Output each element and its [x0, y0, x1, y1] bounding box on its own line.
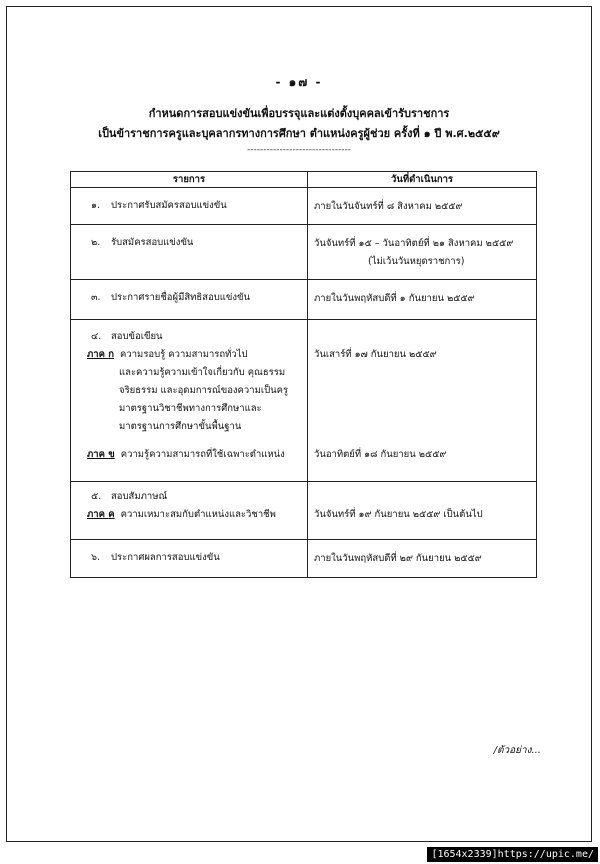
- part-b-text: ความรู้ความสามารถที่ใช้เฉพาะตำแหน่ง: [120, 449, 285, 460]
- table-row: [71, 320, 537, 482]
- title-divider: --------------------------------: [247, 145, 351, 155]
- row-date-text: ภายในวันพฤหัสบดีที่ ๒๙ กันยายน ๒๕๕๙: [314, 553, 482, 564]
- row-date-cell: [308, 225, 537, 280]
- header-date: วันที่ดำเนินการ: [308, 172, 537, 188]
- part-c-date: วันจันทร์ที่ ๑๙ กันยายน ๒๕๕๙ เป็นต้นไป: [314, 509, 483, 520]
- part-b-label: ภาค ข: [87, 449, 115, 460]
- row-number: ๔.: [91, 331, 102, 342]
- row-number: ๓.: [91, 292, 101, 303]
- row-date-text: วันจันทร์ที่ ๑๕ – วันอาทิตย์ที่ ๒๑ สิงหาคม ๒๕๕๙: [314, 238, 514, 249]
- row-item-cell: [71, 540, 308, 578]
- continuation-note: /ตัวอย่าง...: [493, 745, 541, 756]
- row-date-cell: [308, 482, 537, 540]
- part-a-line-2: และความรู้ความเข้าใจเกี่ยวกับ คุณธรรม: [119, 367, 286, 378]
- row-item-text: ประกาศผลการสอบแข่งขัน: [111, 552, 220, 563]
- part-a-label: ภาค ก: [87, 349, 115, 360]
- header-item: รายการ: [71, 172, 308, 188]
- table-row: [71, 540, 537, 578]
- row-date-text: ภายในวันจันทร์ที่ ๘ สิงหาคม ๒๕๕๙: [314, 201, 463, 212]
- part-a-line-1: ความรอบรู้ ความสามารถทั่วไป: [120, 349, 248, 360]
- row-item-text: ประกาศรายชื่อผู้มีสิทธิสอบแข่งขัน: [111, 292, 250, 303]
- source-watermark: [1654x2339]https://upic.me/: [427, 847, 598, 862]
- row-item-cell: [71, 482, 308, 540]
- row-number: ๖.: [91, 552, 101, 563]
- part-b-date: วันอาทิตย์ที่ ๑๘ กันยายน ๒๕๕๙: [314, 449, 447, 460]
- row-item-cell: [71, 320, 308, 482]
- table-row: [71, 225, 537, 280]
- row-date-note: (ไม่เว้นวันหยุดราชการ): [368, 256, 465, 267]
- row-item-text: สอบสัมภาษณ์: [111, 491, 168, 502]
- table-row: [71, 188, 537, 225]
- row-number: ๒.: [91, 237, 101, 248]
- row-item-cell: [71, 280, 308, 320]
- title-line-1: กำหนดการสอบแข่งขันเพื่อบรรจุและแต่งตั้งบุคคลเข้ารับราชการ: [148, 107, 450, 120]
- part-c-label: ภาค ค: [87, 509, 115, 520]
- row-item-text: ประกาศรับสมัครสอบแข่งขัน: [111, 200, 227, 211]
- row-number: ๕.: [91, 491, 102, 502]
- part-a-line-5: มาตรฐานการศึกษาขั้นพื้นฐาน: [119, 421, 242, 432]
- part-c-text: ความเหมาะสมกับตำแหน่งและวิชาชีพ: [120, 509, 276, 520]
- page-number: - ๑๗ -: [275, 75, 323, 89]
- table-row: [71, 482, 537, 540]
- row-item-cell: [71, 225, 308, 280]
- document-page: [6, 6, 592, 842]
- part-a-line-4: มาตรฐานวิชาชีพทางการศึกษาและ: [119, 403, 262, 414]
- row-date-text: ภายในวันพฤหัสบดีที่ ๑ กันยายน ๒๕๕๙: [314, 293, 475, 304]
- title-line-2: เป็นข้าราชการครูและบุคลากรทางการศึกษา ตำแหน่งครูผู้ช่วย ครั้งที่ ๑ ปี พ.ศ.๒๕๕๙: [98, 127, 500, 140]
- row-item-text: รับสมัครสอบแข่งขัน: [111, 237, 194, 248]
- row-date-cell: [308, 320, 537, 482]
- row-date-cell: [308, 280, 537, 320]
- table-header-row: [71, 172, 537, 188]
- row-date-cell: [308, 188, 537, 225]
- part-a-date: วันเสาร์ที่ ๑๗ กันยายน ๒๕๕๙: [314, 349, 437, 360]
- part-a-line-3: จริยธรรม และอุดมการณ์ของความเป็นครู: [119, 385, 289, 396]
- schedule-table: [70, 171, 537, 578]
- table-row: [71, 280, 537, 320]
- row-item-cell: [71, 188, 308, 225]
- row-number: ๑.: [91, 200, 101, 211]
- row-item-text: สอบข้อเขียน: [111, 331, 163, 342]
- row-date-cell: [308, 540, 537, 578]
